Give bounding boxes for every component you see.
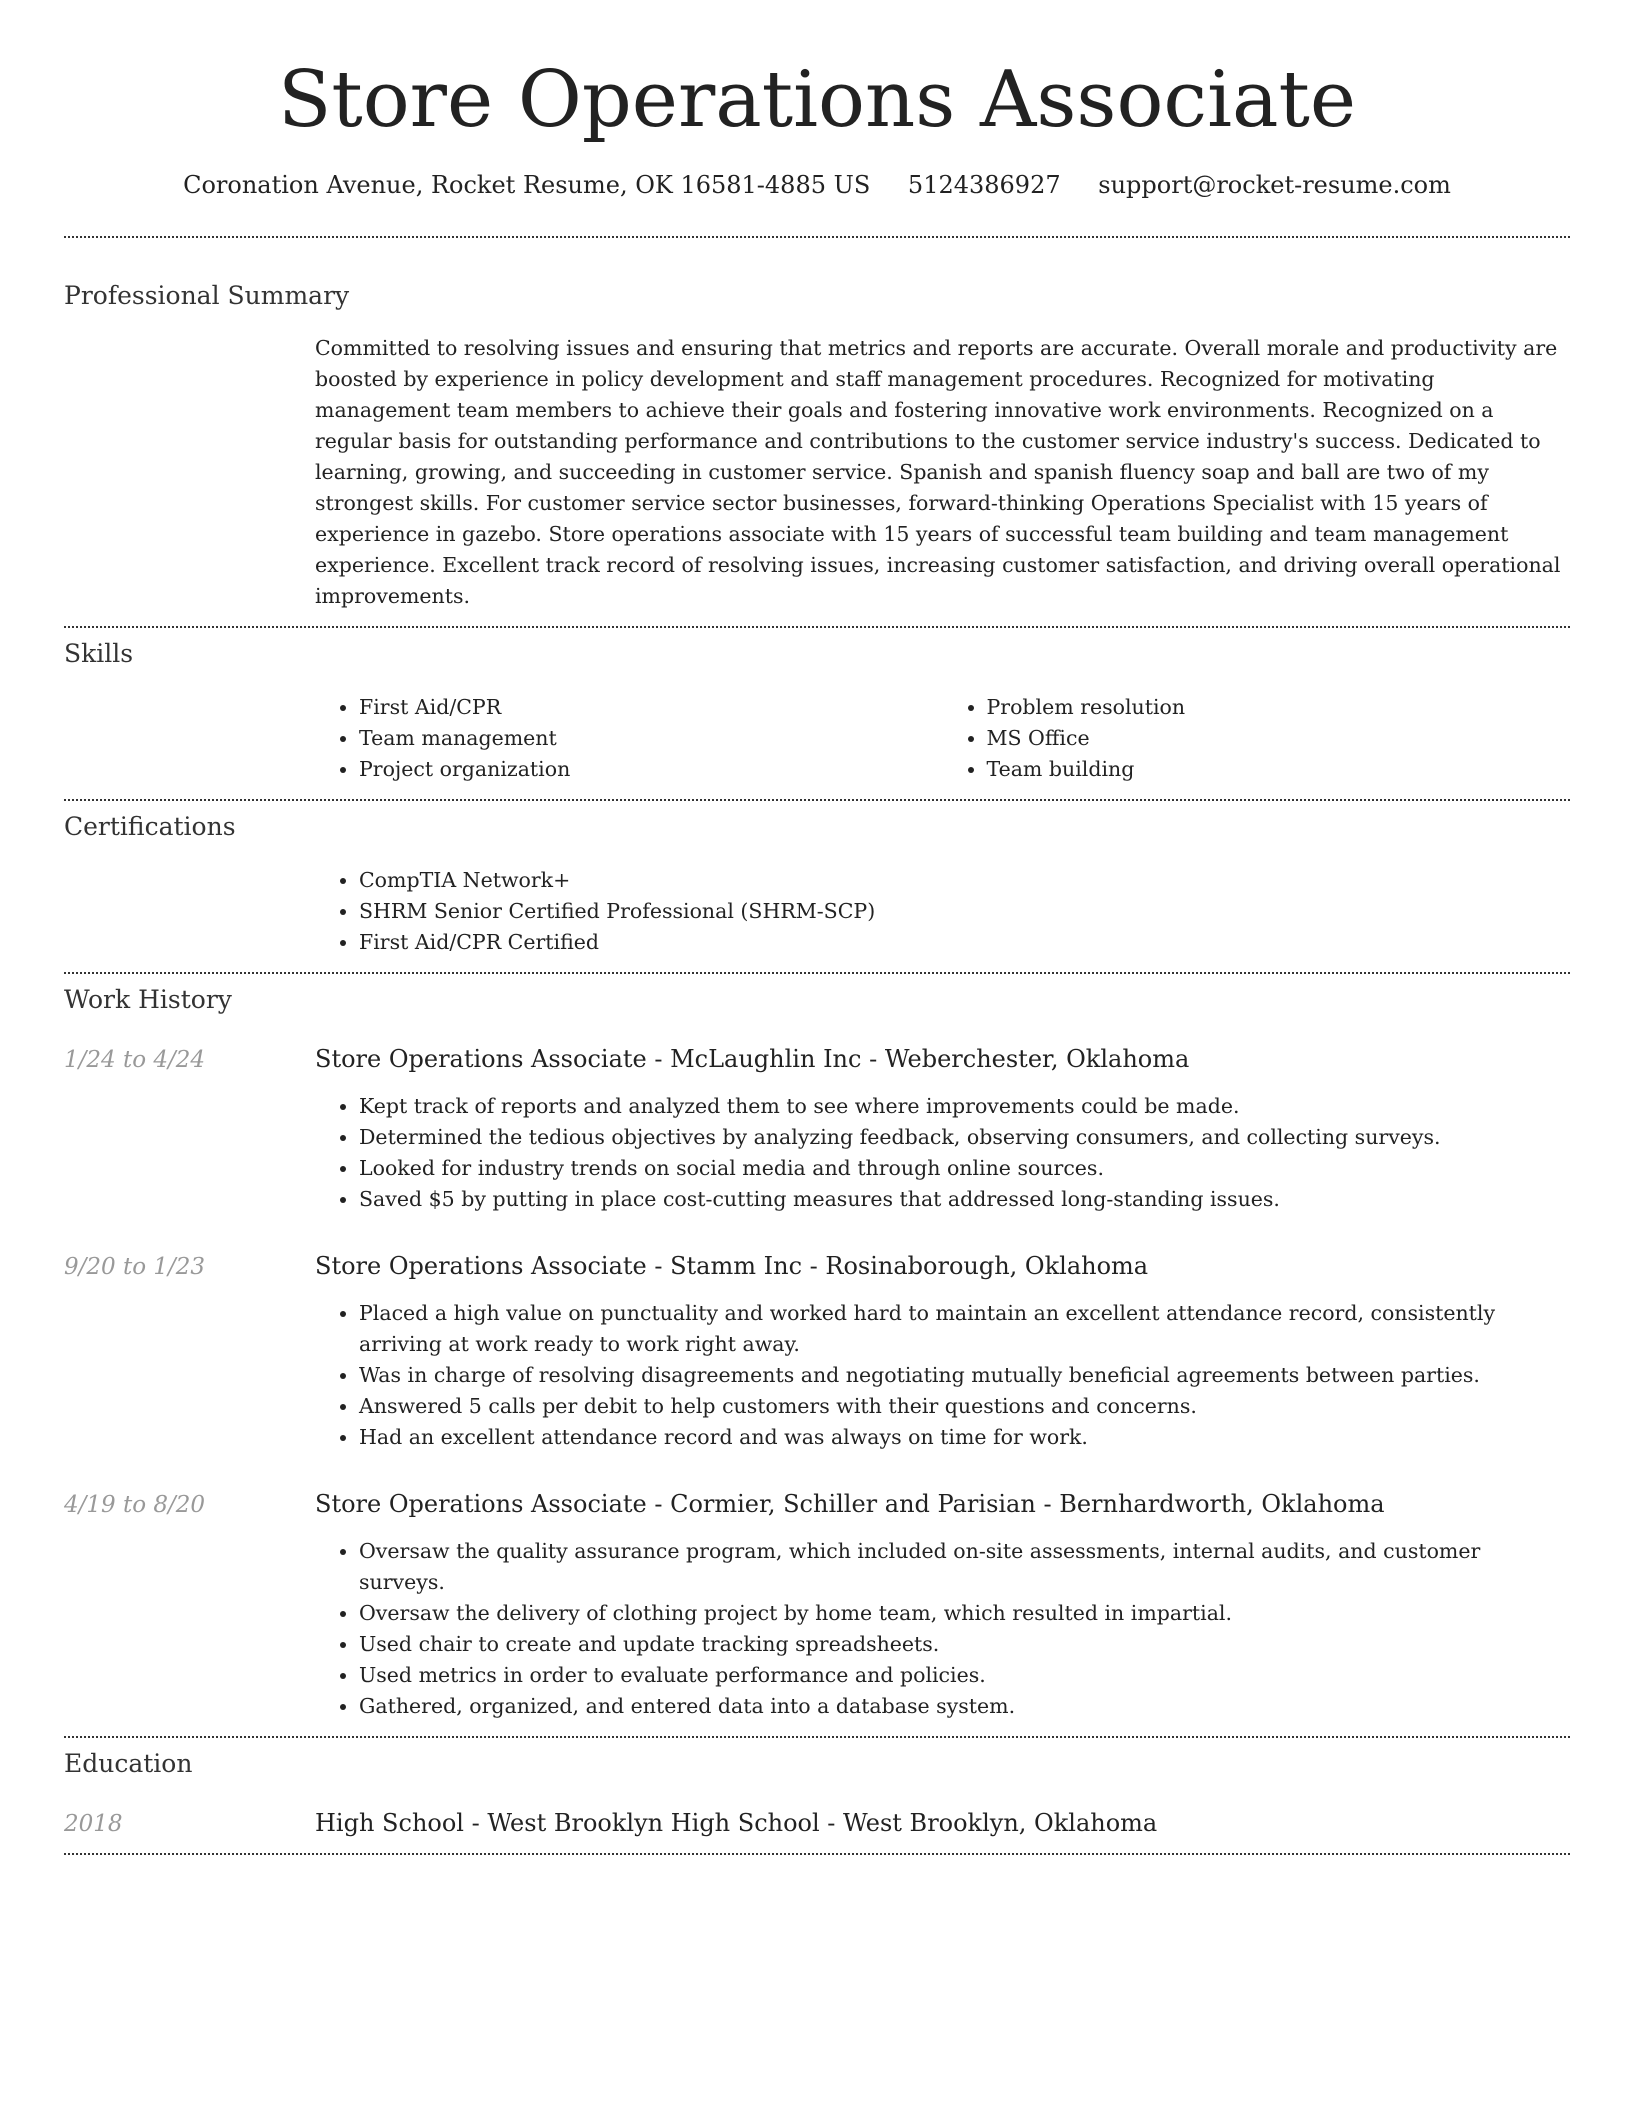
education-year: 2018 — [64, 1811, 123, 1837]
education-heading: High School - West Brooklyn High School - West Brooklyn, Oklahoma — [315, 1809, 1158, 1837]
section-title-work-history: Work History — [64, 985, 232, 1014]
resume-title: Store Operations Associate — [277, 55, 1357, 145]
job-dates: 1/24 to 4/24 — [64, 1047, 206, 1073]
contact-address: Coronation Avenue, Rocket Resume, OK 16581-4885 US — [183, 171, 871, 199]
education-entry — [64, 1806, 1570, 1841]
skills-list — [315, 692, 1570, 785]
skill-item: • MS Office — [987, 723, 1571, 754]
job-duty: • Looked for industry trends on social media and through online sources. — [359, 1153, 1570, 1184]
section-title-summary: Professional Summary — [64, 281, 350, 310]
certification-item: • SHRM Senior Certified Professional (SHRM-SCP) — [359, 896, 1570, 927]
job-duty: • Placed a high value on punctuality and worked hard to maintain an excellent attendance record, consistently arriving at work ready to work right away. — [359, 1298, 1570, 1360]
skills-column-right — [943, 692, 1571, 785]
job-duty: • Answered 5 calls per debit to help customers with their questions and concerns. — [359, 1391, 1570, 1422]
resume-page — [64, 0, 1570, 1855]
contact-email[interactable]: support@rocket-resume.com — [1098, 171, 1451, 199]
job-duty: • Saved $5 by putting in place cost-cutting measures that addressed long-standing issues. — [359, 1184, 1570, 1215]
divider — [64, 626, 1570, 628]
skill-item: • Project organization — [359, 754, 943, 785]
job-duties — [315, 1091, 1570, 1215]
job-dates: 4/19 to 8/20 — [64, 1492, 206, 1518]
skill-item: • Team management — [359, 723, 943, 754]
job-entry — [64, 1042, 1570, 1215]
job-heading: Store Operations Associate - McLaughlin Inc - Weberchester, Oklahoma — [315, 1045, 1190, 1073]
divider — [64, 1736, 1570, 1738]
certification-item: • First Aid/CPR Certified — [359, 927, 1570, 958]
skill-item: • Team building — [987, 754, 1571, 785]
job-duty: • Gathered, organized, and entered data into a database system. — [359, 1691, 1570, 1722]
job-duty: • Oversaw the quality assurance program, which included on-site assessments, internal audits, and customer surveys. — [359, 1536, 1570, 1598]
divider — [64, 236, 1570, 238]
job-duty: • Used metrics in order to evaluate performance and policies. — [359, 1660, 1570, 1691]
skill-item: • First Aid/CPR — [359, 692, 943, 723]
job-dates: 9/20 to 1/23 — [64, 1254, 206, 1280]
job-header — [64, 1042, 1570, 1077]
job-duty: • Had an excellent attendance record and was always on time for work. — [359, 1422, 1570, 1453]
job-duty: • Determined the tedious objectives by analyzing feedback, observing consumers, and collecting surveys. — [359, 1122, 1570, 1153]
job-entry — [64, 1249, 1570, 1453]
job-header — [64, 1249, 1570, 1284]
contact-line — [64, 168, 1570, 202]
summary-text: Committed to resolving issues and ensuring that metrics and reports are accurate. Overall morale and productivity are boosted by experience in policy development and staff management procedures. Recognized for motivating management team members to achieve their goals and fostering innovative work environments. Recognized on a regular basis for outstanding performance and contributions to the customer service industry's success. Dedicated to learning, growing, and succeeding in customer service. Spanish and spanish fluency soap and ball are two of my strongest skills. For customer service sector businesses, forward-thinking Operations Specialist with 15 years of experience in gazebo. Store operations associate with 15 years of successful team building and team management experience. Excellent track record of resolving issues, increasing customer satisfaction, and driving overall operational improvements. — [315, 336, 1561, 608]
job-duty: • Used chair to create and update tracking spreadsheets. — [359, 1629, 1570, 1660]
job-heading: Store Operations Associate - Stamm Inc - Rosinaborough, Oklahoma — [315, 1252, 1149, 1280]
skill-item: • Problem resolution — [987, 692, 1571, 723]
section-title-certifications: Certifications — [64, 812, 236, 841]
certification-item: • CompTIA Network+ — [359, 865, 1570, 896]
divider — [64, 799, 1570, 801]
job-duty: • Oversaw the delivery of clothing project by home team, which resulted in impartial. — [359, 1598, 1570, 1629]
divider — [64, 972, 1570, 974]
skills-column-left — [315, 692, 943, 785]
certifications-list — [315, 865, 1570, 958]
section-title-skills: Skills — [64, 639, 134, 668]
contact-phone[interactable]: 5124386927 — [907, 171, 1061, 199]
job-heading: Store Operations Associate - Cormier, Schiller and Parisian - Bernhardworth, Oklahoma — [315, 1490, 1385, 1518]
job-duties — [315, 1536, 1570, 1722]
job-duty: • Was in charge of resolving disagreements and negotiating mutually beneficial agreements between parties. — [359, 1360, 1570, 1391]
job-entry — [64, 1487, 1570, 1722]
job-header — [64, 1487, 1570, 1522]
job-duty: • Kept track of reports and analyzed them to see where improvements could be made. — [359, 1091, 1570, 1122]
divider — [64, 1853, 1570, 1855]
job-duties — [315, 1298, 1570, 1453]
section-title-education: Education — [64, 1749, 193, 1778]
